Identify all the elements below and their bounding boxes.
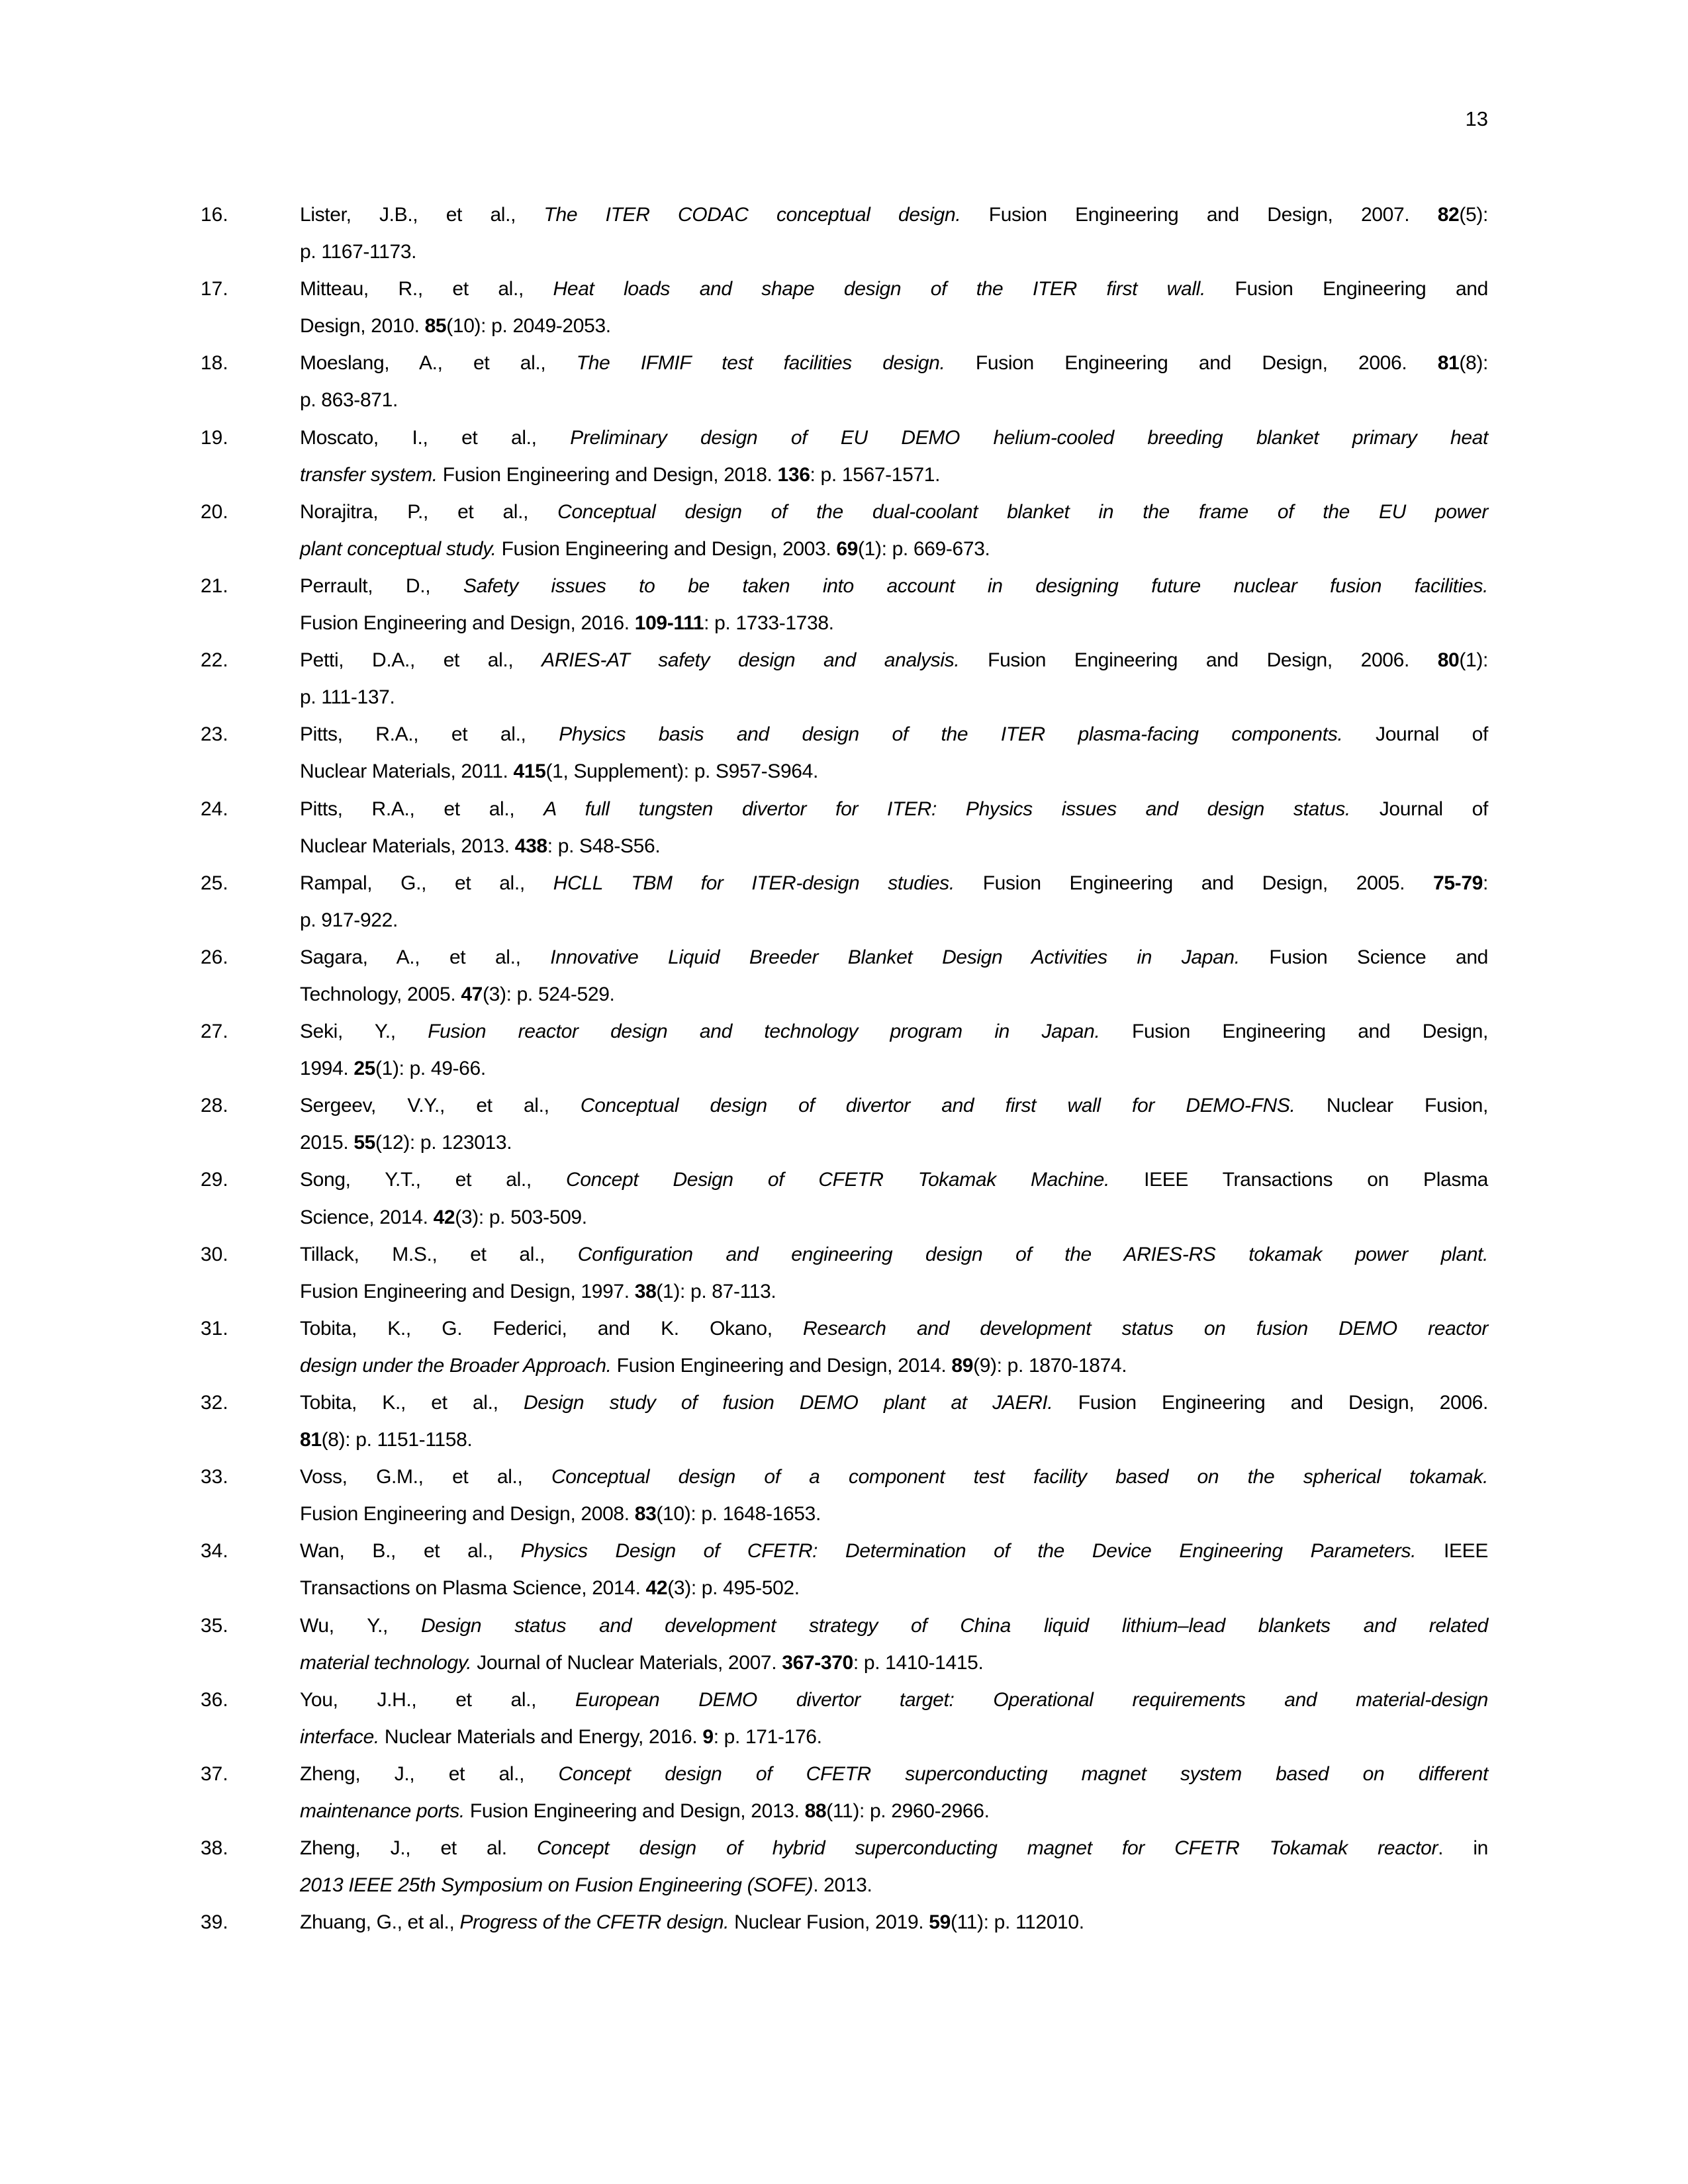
reference-entry xyxy=(201,1608,1488,1682)
reference-number: 18. xyxy=(201,352,228,375)
reference-segment: (1): xyxy=(1459,649,1488,672)
reference-number: 39. xyxy=(201,1911,228,1934)
reference-segment: : p. 1733-1738. xyxy=(704,612,834,635)
reference-line xyxy=(300,865,1488,902)
reference-segment: Fusion Engineering and Design, 1997. xyxy=(300,1280,635,1302)
reference-title: Research and development status on fusion DEMO reactor xyxy=(803,1317,1488,1340)
reference-number: 29. xyxy=(201,1169,228,1191)
reference-segment: Wan, B., et al., xyxy=(300,1540,521,1563)
reference-number: 21. xyxy=(201,574,228,597)
reference-segment: Sagara, A., et al., xyxy=(300,946,551,968)
reference-line xyxy=(300,1682,1488,1719)
reference-segment: (1): p. 669-673. xyxy=(858,537,990,560)
reference-title: Preliminary design of EU DEMO helium-cooled breeding blanket primary heat xyxy=(570,426,1489,449)
reference-volume: 438 xyxy=(514,835,547,857)
reference-entry xyxy=(201,716,1488,790)
reference-line xyxy=(300,1867,1488,1904)
reference-text xyxy=(300,1830,1488,1904)
reference-line xyxy=(300,1756,1488,1793)
reference-segment: Perrault, D., xyxy=(300,574,463,597)
reference-segment: Tobita, K., G. Federici, and K. Okano, xyxy=(300,1317,804,1340)
reference-text xyxy=(300,1310,1488,1385)
reference-line xyxy=(300,197,1488,234)
reference-volume: 25 xyxy=(353,1058,375,1080)
reference-line xyxy=(300,494,1488,531)
reference-number: 23. xyxy=(201,723,228,746)
reference-segment: : p. 1410-1415. xyxy=(853,1651,984,1674)
reference-segment: Fusion Engineering and Design, 2016. xyxy=(300,612,635,635)
reference-line xyxy=(300,679,1488,716)
reference-line xyxy=(300,1422,1488,1459)
reference-line xyxy=(300,1385,1488,1422)
reference-number: 25. xyxy=(201,872,228,894)
reference-title: Conceptual design of the dual-coolant blanket in the frame of the EU power xyxy=(557,500,1488,523)
reference-volume: 9 xyxy=(702,1725,714,1748)
reference-text xyxy=(300,1756,1488,1830)
reference-text xyxy=(300,791,1488,865)
reference-title: Innovative Liquid Breeder Blanket Design Activities in Japan. xyxy=(550,946,1240,968)
reference-line xyxy=(300,1236,1488,1273)
reference-line xyxy=(300,1496,1488,1533)
reference-title: Physics basis and design of the ITER plasma-facing components. xyxy=(559,723,1343,746)
reference-segment: (1): p. 49-66. xyxy=(375,1058,486,1080)
reference-number: 38. xyxy=(201,1837,228,1860)
reference-segment: Tobita, K., et al., xyxy=(300,1392,524,1414)
reference-segment: Nuclear Fusion, 2019. xyxy=(729,1911,929,1934)
reference-segment: : xyxy=(1483,872,1488,894)
reference-number: 33. xyxy=(201,1466,228,1488)
reference-segment: Rampal, G., et al., xyxy=(300,872,553,894)
reference-number: 22. xyxy=(201,649,228,672)
reference-segment: (8): xyxy=(1459,352,1488,375)
reference-volume: 55 xyxy=(353,1132,375,1154)
reference-volume: 85 xyxy=(424,315,447,338)
reference-entry xyxy=(201,1087,1488,1161)
reference-title: A full tungsten divertor for ITER: Physics issues and design status. xyxy=(543,797,1350,820)
reference-segment: Design, 2010. xyxy=(300,315,425,338)
reference-number: 17. xyxy=(201,278,228,300)
reference-entry xyxy=(201,1385,1488,1459)
reference-segment: Song, Y.T., et al., xyxy=(300,1169,567,1191)
reference-segment: p. 1167-1173. xyxy=(300,241,417,263)
page-number: 13 xyxy=(1465,107,1488,130)
reference-title: Concept design of CFETR superconducting magnet system based on different xyxy=(558,1762,1488,1785)
reference-text xyxy=(300,271,1488,345)
reference-segment: You, J.H., et al., xyxy=(300,1688,576,1711)
reference-title: plant conceptual study. xyxy=(300,537,496,560)
reference-segment: (1): p. 87-113. xyxy=(656,1280,776,1302)
reference-title: ARIES-AT safety design and analysis. xyxy=(541,649,960,672)
reference-title: The ITER CODAC conceptual design. xyxy=(543,204,961,226)
reference-number: 30. xyxy=(201,1243,228,1265)
reference-segment: (10): p. 2049-2053. xyxy=(446,315,611,338)
reference-title: transfer system. xyxy=(300,463,438,486)
reference-segment: Fusion Engineering and Design, xyxy=(1100,1021,1488,1043)
reference-volume: 80 xyxy=(1437,649,1460,672)
reference-segment: Fusion Engineering and Design, 2006. xyxy=(945,352,1438,375)
reference-title: Conceptual design of a component test facility based on the spherical tokamak. xyxy=(551,1466,1488,1488)
reference-title: Design status and development strategy of China liquid lithium–lead blankets and related xyxy=(420,1614,1488,1637)
reference-segment: (11): p. 2960-2966. xyxy=(826,1800,990,1823)
reference-line xyxy=(300,1347,1488,1385)
reference-entry xyxy=(201,939,1488,1013)
reference-line xyxy=(300,1645,1488,1682)
reference-entry xyxy=(201,494,1488,568)
reference-segment: Fusion Engineering and Design, 2013. xyxy=(464,1800,805,1823)
reference-segment: IEEE Transactions on Plasma xyxy=(1109,1169,1488,1191)
reference-text xyxy=(300,1904,1488,1941)
reference-number: 24. xyxy=(201,797,228,820)
reference-line xyxy=(300,234,1488,271)
reference-title: Fusion reactor design and technology program in Japan. xyxy=(428,1021,1100,1043)
reference-text xyxy=(300,1087,1488,1161)
reference-title: Conceptual design of divertor and first wall for DEMO-FNS. xyxy=(580,1095,1295,1117)
reference-segment: Pitts, R.A., et al., xyxy=(300,723,559,746)
reference-volume: 82 xyxy=(1437,204,1460,226)
reference-line xyxy=(300,605,1488,642)
reference-segment: 1994. xyxy=(300,1058,354,1080)
reference-volume: 109-111 xyxy=(634,612,704,635)
reference-volume: 38 xyxy=(634,1280,657,1302)
reference-title: interface. xyxy=(300,1725,379,1748)
reference-line xyxy=(300,382,1488,419)
reference-segment: Journal of xyxy=(1350,797,1489,820)
reference-volume: 81 xyxy=(300,1429,322,1451)
reference-segment: Fusion Engineering and Design, 2006. xyxy=(1053,1392,1488,1414)
reference-title: maintenance ports. xyxy=(300,1800,465,1823)
reference-segment: p. 917-922. xyxy=(300,909,398,931)
reference-title: The IFMIF test facilities design. xyxy=(576,352,945,375)
reference-line xyxy=(300,791,1488,828)
reference-text xyxy=(300,865,1488,939)
reference-text xyxy=(300,1161,1488,1236)
reference-segment: Mitteau, R., et al., xyxy=(300,278,553,300)
reference-segment: (11): p. 112010. xyxy=(950,1911,1084,1934)
reference-segment: Fusion Engineering and Design, 2003. xyxy=(496,537,837,560)
reference-line xyxy=(300,828,1488,865)
reference-volume: 75-79 xyxy=(1433,872,1483,894)
reference-segment: (9): p. 1870-1874. xyxy=(973,1354,1127,1377)
reference-title: Configuration and engineering design of the ARIES-RS tokamak power plant. xyxy=(577,1243,1489,1265)
reference-entry xyxy=(201,1459,1488,1533)
reference-segment: Pitts, R.A., et al., xyxy=(300,797,544,820)
reference-text xyxy=(300,1533,1488,1607)
reference-number: 36. xyxy=(201,1688,228,1711)
reference-entry xyxy=(201,1310,1488,1385)
reference-segment: : p. S48-S56. xyxy=(547,835,661,857)
reference-line xyxy=(300,753,1488,790)
reference-text xyxy=(300,345,1488,419)
reference-volume: 367-370 xyxy=(782,1651,853,1674)
reference-segment: Norajitra, P., et al., xyxy=(300,500,558,523)
reference-title: Heat loads and shape design of the ITER first wall. xyxy=(553,278,1205,300)
reference-segment: IEEE xyxy=(1416,1540,1488,1563)
reference-segment: Moscato, I., et al., xyxy=(300,426,571,449)
reference-segment: : p. 1567-1571. xyxy=(810,463,941,486)
reference-volume: 42 xyxy=(645,1577,668,1600)
reference-line xyxy=(300,642,1488,679)
reference-line xyxy=(300,457,1488,494)
reference-line xyxy=(300,1161,1488,1199)
reference-entry xyxy=(201,1756,1488,1830)
reference-segment: Fusion Engineering and Design, 2008. xyxy=(300,1503,635,1525)
reference-volume: 42 xyxy=(433,1206,455,1228)
reference-segment: Fusion Engineering and Design, 2018. xyxy=(437,463,778,486)
reference-segment: Fusion Engineering and Design, 2005. xyxy=(954,872,1434,894)
reference-text xyxy=(300,1682,1488,1756)
reference-segment: Lister, J.B., et al., xyxy=(300,204,544,226)
reference-text xyxy=(300,1608,1488,1682)
reference-segment: : p. 171-176. xyxy=(713,1725,822,1748)
reference-segment: Journal of xyxy=(1342,723,1488,746)
reference-number: 37. xyxy=(201,1762,228,1785)
reference-volume: 47 xyxy=(461,983,483,1005)
reference-segment: Fusion Engineering and Design, 2014. xyxy=(611,1354,952,1377)
reference-segment: (12): p. 123013. xyxy=(375,1132,512,1154)
reference-segment: Transactions on Plasma Science, 2014. xyxy=(300,1577,646,1600)
reference-segment: Tillack, M.S., et al., xyxy=(300,1243,578,1265)
reference-line xyxy=(300,1459,1488,1496)
reference-segment: Zheng, J., et al. xyxy=(300,1837,537,1860)
reference-title: Progress of the CFETR design. xyxy=(459,1911,729,1934)
reference-title: Safety issues to be taken into account in designing future nuclear fusion facilities. xyxy=(463,574,1488,597)
reference-segment: Journal of Nuclear Materials, 2007. xyxy=(471,1651,782,1674)
reference-entry xyxy=(201,1830,1488,1904)
reference-segment: Voss, G.M., et al., xyxy=(300,1466,551,1488)
reference-line xyxy=(300,1273,1488,1310)
reference-segment: Fusion Engineering and xyxy=(1205,278,1488,300)
reference-segment: Fusion Engineering and Design, 2007. xyxy=(961,204,1438,226)
reference-entry xyxy=(201,1161,1488,1236)
reference-volume: 59 xyxy=(929,1911,951,1934)
reference-segment: Zheng, J., et al., xyxy=(300,1762,559,1785)
reference-entry xyxy=(201,1904,1488,1941)
reference-line xyxy=(300,1087,1488,1124)
reference-segment: Sergeev, V.Y., et al., xyxy=(300,1095,581,1117)
reference-text xyxy=(300,642,1488,716)
reference-segment: Zhuang, G., et al., xyxy=(300,1911,460,1934)
reference-entry xyxy=(201,1236,1488,1310)
reference-line xyxy=(300,902,1488,939)
reference-volume: 88 xyxy=(804,1800,827,1823)
reference-number: 28. xyxy=(201,1095,228,1117)
reference-segment: . 2013. xyxy=(813,1874,872,1897)
reference-segment: Wu, Y., xyxy=(300,1614,421,1637)
reference-line xyxy=(300,1608,1488,1645)
reference-segment: Moeslang, A., et al., xyxy=(300,352,577,375)
reference-segment: . in xyxy=(1438,1837,1489,1860)
reference-text xyxy=(300,1013,1488,1087)
reference-volume: 69 xyxy=(836,537,858,560)
reference-title: Design study of fusion DEMO plant at JAERI. xyxy=(523,1392,1053,1414)
reference-line xyxy=(300,308,1488,345)
reference-title: Concept Design of CFETR Tokamak Machine. xyxy=(566,1169,1109,1191)
reference-line xyxy=(300,1199,1488,1236)
reference-entry xyxy=(201,568,1488,642)
reference-number: 26. xyxy=(201,946,228,968)
reference-segment: Nuclear Materials, 2013. xyxy=(300,835,515,857)
reference-segment: (3): p. 495-502. xyxy=(667,1577,800,1600)
reference-segment: 2015. xyxy=(300,1132,354,1154)
reference-title: design under the Broader Approach. xyxy=(300,1354,612,1377)
reference-segment: p. 111-137. xyxy=(300,686,395,709)
reference-number: 16. xyxy=(201,204,228,226)
reference-number: 19. xyxy=(201,426,228,449)
reference-segment: Nuclear Fusion, xyxy=(1295,1095,1488,1117)
reference-segment: Seki, Y., xyxy=(300,1021,428,1043)
reference-segment: (5): xyxy=(1459,204,1488,226)
reference-line xyxy=(300,716,1488,753)
reference-number: 20. xyxy=(201,500,228,523)
reference-text xyxy=(300,420,1488,494)
reference-title: Concept design of hybrid superconducting magnet for CFETR Tokamak reactor xyxy=(536,1837,1438,1860)
reference-entry xyxy=(201,642,1488,716)
reference-line xyxy=(300,1570,1488,1607)
reference-line xyxy=(300,345,1488,382)
reference-line xyxy=(300,1124,1488,1161)
reference-segment: Nuclear Materials, 2011. xyxy=(300,760,514,783)
reference-volume: 89 xyxy=(951,1354,974,1377)
reference-line xyxy=(300,1830,1488,1867)
reference-number: 31. xyxy=(201,1317,228,1340)
reference-entry xyxy=(201,345,1488,419)
reference-line xyxy=(300,568,1488,605)
reference-number: 34. xyxy=(201,1540,228,1563)
reference-volume: 83 xyxy=(634,1503,657,1525)
reference-entry xyxy=(201,271,1488,345)
reference-text xyxy=(300,1459,1488,1533)
reference-segment: (10): p. 1648-1653. xyxy=(656,1503,821,1525)
reference-line xyxy=(300,531,1488,568)
reference-segment: (3): p. 524-529. xyxy=(483,983,615,1005)
reference-segment: Fusion Science and xyxy=(1239,946,1489,968)
reference-title: HCLL TBM for ITER-design studies. xyxy=(553,872,955,894)
reference-entry xyxy=(201,1682,1488,1756)
reference-line xyxy=(300,1904,1488,1941)
reference-text xyxy=(300,494,1488,568)
reference-text xyxy=(300,939,1488,1013)
reference-entry xyxy=(201,791,1488,865)
reference-segment: Science, 2014. xyxy=(300,1206,434,1228)
reference-line xyxy=(300,976,1488,1013)
reference-line xyxy=(300,1719,1488,1756)
reference-line xyxy=(300,1533,1488,1570)
reference-entry xyxy=(201,1533,1488,1607)
reference-number: 32. xyxy=(201,1392,228,1414)
reference-volume: 136 xyxy=(777,463,810,486)
reference-segment: (1, Supplement): p. S957-S964. xyxy=(545,760,818,783)
reference-segment: Fusion Engineering and Design, 2006. xyxy=(959,649,1438,672)
reference-entry xyxy=(201,1013,1488,1087)
reference-segment: Petti, D.A., et al., xyxy=(300,649,542,672)
reference-number: 27. xyxy=(201,1021,228,1043)
reference-text xyxy=(300,716,1488,790)
reference-text xyxy=(300,568,1488,642)
reference-segment: (8): p. 1151-1158. xyxy=(321,1429,473,1451)
reference-volume: 415 xyxy=(513,760,546,783)
reference-line xyxy=(300,1050,1488,1087)
reference-segment: Technology, 2005. xyxy=(300,983,461,1005)
reference-line xyxy=(300,939,1488,976)
reference-volume: 81 xyxy=(1437,352,1460,375)
reference-title: European DEMO divertor target: Operational requirements and material-design xyxy=(575,1688,1489,1711)
reference-title: 2013 IEEE 25th Symposium on Fusion Engineering (SOFE) xyxy=(300,1874,814,1897)
reference-title: Physics Design of CFETR: Determination of the Device Engineering Parameters. xyxy=(520,1540,1417,1563)
reference-line xyxy=(300,420,1488,457)
reference-text xyxy=(300,1236,1488,1310)
reference-line xyxy=(300,271,1488,308)
reference-segment: Nuclear Materials and Energy, 2016. xyxy=(379,1725,703,1748)
reference-segment: p. 863-871. xyxy=(300,389,398,412)
reference-line xyxy=(300,1013,1488,1050)
reference-line xyxy=(300,1793,1488,1830)
reference-title: material technology. xyxy=(300,1651,472,1674)
reference-entry xyxy=(201,197,1488,271)
reference-list xyxy=(201,197,1488,1941)
reference-text xyxy=(300,1385,1488,1459)
reference-entry xyxy=(201,865,1488,939)
reference-number: 35. xyxy=(201,1614,228,1637)
reference-line xyxy=(300,1310,1488,1347)
reference-segment: (3): p. 503-509. xyxy=(455,1206,587,1228)
reference-text xyxy=(300,197,1488,271)
reference-entry xyxy=(201,420,1488,494)
